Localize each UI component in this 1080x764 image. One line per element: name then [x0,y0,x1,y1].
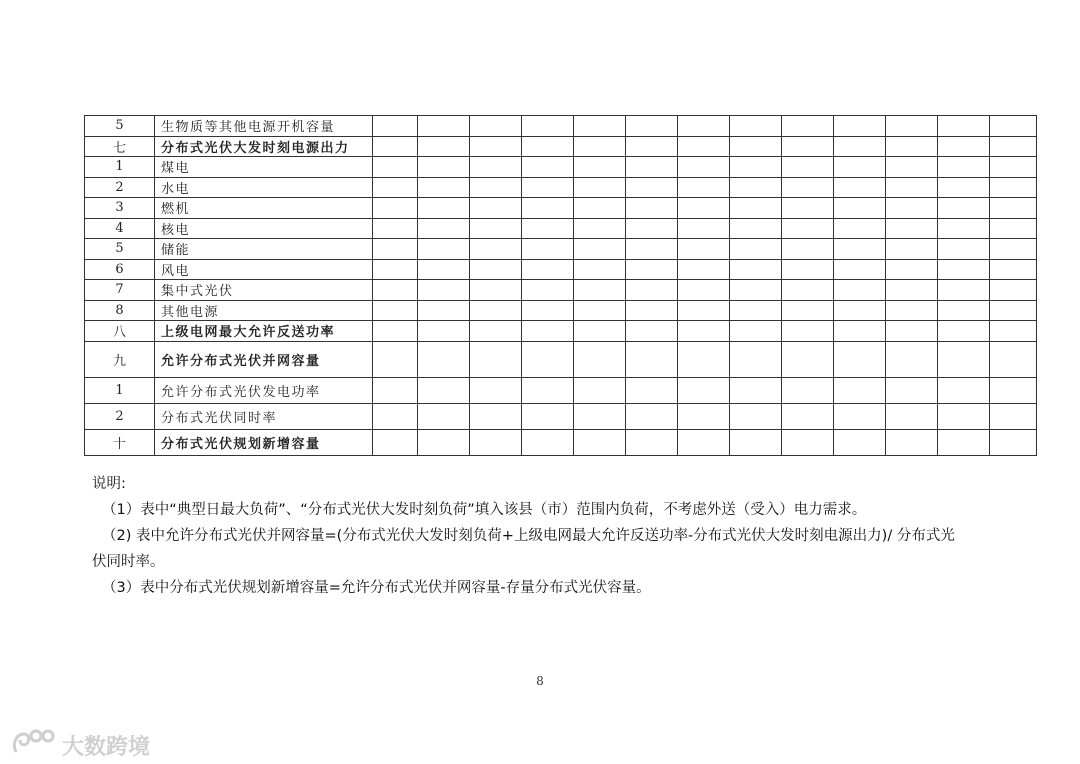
empty-cell [990,341,1037,377]
empty-cell [834,198,886,219]
empty-cell [834,259,886,280]
empty-cell [782,321,834,342]
row-number: 8 [85,300,155,321]
empty-cell [418,377,470,403]
empty-cell [574,280,626,301]
empty-cell [678,136,730,157]
empty-cell [626,321,678,342]
table-row [85,157,1037,178]
empty-cell [886,239,938,260]
empty-cell [626,341,678,377]
table-body [85,116,1037,456]
empty-cell [730,259,782,280]
empty-cell [990,377,1037,403]
empty-cell [373,116,418,137]
empty-cell [373,218,418,239]
row-number: 1 [85,157,155,178]
empty-cell [782,259,834,280]
empty-cell [886,157,938,178]
empty-cell [782,280,834,301]
empty-cell [938,300,990,321]
empty-cell [574,157,626,178]
empty-cell [834,157,886,178]
empty-cell [678,218,730,239]
empty-cell [678,429,730,455]
empty-cell [886,429,938,455]
empty-cell [626,198,678,219]
empty-cell [626,403,678,429]
table-row [85,429,1037,455]
table-row [85,300,1037,321]
empty-cell [626,259,678,280]
empty-cell [373,136,418,157]
notes-section [92,471,992,601]
empty-cell [574,218,626,239]
empty-cell [678,280,730,301]
watermark-logo-icon [10,726,56,764]
note-2-continuation: 伏同时率。 [92,554,165,570]
empty-cell [834,218,886,239]
empty-cell [938,341,990,377]
empty-cell [938,280,990,301]
empty-cell [730,116,782,137]
empty-cell [886,116,938,137]
table-row [85,280,1037,301]
empty-cell [834,377,886,403]
empty-cell [990,116,1037,137]
empty-cell [990,321,1037,342]
empty-cell [470,136,522,157]
empty-cell [938,321,990,342]
empty-cell [782,403,834,429]
empty-cell [418,198,470,219]
empty-cell [373,177,418,198]
empty-cell [782,218,834,239]
empty-cell [938,157,990,178]
empty-cell [418,157,470,178]
empty-cell [730,341,782,377]
empty-cell [678,403,730,429]
row-number: 十 [85,429,155,455]
empty-cell [418,218,470,239]
empty-cell [990,136,1037,157]
empty-cell [626,177,678,198]
empty-cell [834,300,886,321]
empty-cell [574,116,626,137]
table-row [85,218,1037,239]
empty-cell [886,177,938,198]
empty-cell [678,259,730,280]
empty-cell [730,239,782,260]
empty-cell [522,198,574,219]
empty-cell [886,259,938,280]
empty-cell [990,198,1037,219]
table-row [85,239,1037,260]
note-1: （1）表中“典型日最大负荷”、“分布式光伏大发时刻负荷”填入该县（市）范围内负荷，不考虑外送（受入）电力需求。 [102,502,867,518]
empty-cell [782,136,834,157]
empty-cell [990,239,1037,260]
empty-cell [834,429,886,455]
empty-cell [730,403,782,429]
empty-cell [626,218,678,239]
empty-cell [782,300,834,321]
empty-cell [834,341,886,377]
empty-cell [373,403,418,429]
empty-cell [522,136,574,157]
empty-cell [730,300,782,321]
empty-cell [470,116,522,137]
empty-cell [886,377,938,403]
empty-cell [373,321,418,342]
empty-cell [834,177,886,198]
row-number: 3 [85,198,155,219]
empty-cell [938,177,990,198]
page-number: 8 [536,674,544,688]
empty-cell [938,259,990,280]
watermark-text: 大数跨境 [62,734,151,760]
empty-cell [470,300,522,321]
note-3: （3）表中分布式光伏规划新增容量=允许分布式光伏并网容量-存量分布式光伏容量。 [102,580,651,596]
table-row [85,177,1037,198]
row-number: 七 [85,136,155,157]
empty-cell [626,377,678,403]
empty-cell [470,429,522,455]
row-label: 分布式光伏规划新增容量 [155,429,373,455]
empty-cell [886,300,938,321]
empty-cell [626,280,678,301]
empty-cell [522,218,574,239]
empty-cell [470,157,522,178]
empty-cell [678,341,730,377]
row-number: 5 [85,116,155,137]
empty-cell [990,218,1037,239]
data-table [84,115,1037,456]
empty-cell [730,218,782,239]
empty-cell [373,198,418,219]
empty-cell [373,259,418,280]
empty-cell [574,136,626,157]
empty-cell [522,341,574,377]
row-number: 4 [85,218,155,239]
empty-cell [938,377,990,403]
empty-cell [730,177,782,198]
empty-cell [470,259,522,280]
row-label: 燃机 [155,198,373,219]
row-number: 八 [85,321,155,342]
empty-cell [886,218,938,239]
empty-cell [938,198,990,219]
empty-cell [678,377,730,403]
empty-cell [470,377,522,403]
empty-cell [678,116,730,137]
row-label: 煤电 [155,157,373,178]
empty-cell [730,198,782,219]
empty-cell [522,321,574,342]
empty-cell [418,116,470,137]
empty-cell [522,300,574,321]
empty-cell [782,177,834,198]
empty-cell [678,239,730,260]
empty-cell [574,259,626,280]
table-row [85,321,1037,342]
empty-cell [522,177,574,198]
empty-cell [522,116,574,137]
empty-cell [678,198,730,219]
empty-cell [470,198,522,219]
empty-cell [470,280,522,301]
empty-cell [730,321,782,342]
notes-title: 说明: [92,476,126,492]
empty-cell [470,341,522,377]
row-label: 其他电源 [155,300,373,321]
empty-cell [373,429,418,455]
empty-cell [574,177,626,198]
empty-cell [626,157,678,178]
table-row [85,341,1037,377]
table-row [85,198,1037,219]
empty-cell [730,377,782,403]
empty-cell [574,300,626,321]
empty-cell [418,177,470,198]
watermark [10,726,150,764]
row-label: 储能 [155,239,373,260]
empty-cell [834,280,886,301]
row-label: 风电 [155,259,373,280]
empty-cell [470,218,522,239]
empty-cell [470,321,522,342]
empty-cell [418,429,470,455]
table-row [85,136,1037,157]
empty-cell [574,239,626,260]
empty-cell [730,429,782,455]
empty-cell [470,239,522,260]
empty-cell [626,136,678,157]
row-number: 九 [85,341,155,377]
empty-cell [373,157,418,178]
empty-cell [834,136,886,157]
empty-cell [938,136,990,157]
empty-cell [938,239,990,260]
empty-cell [373,341,418,377]
row-number: 2 [85,177,155,198]
empty-cell [470,177,522,198]
row-label: 水电 [155,177,373,198]
empty-cell [574,198,626,219]
row-label: 分布式光伏同时率 [155,403,373,429]
empty-cell [834,239,886,260]
empty-cell [938,429,990,455]
empty-cell [522,377,574,403]
empty-cell [782,341,834,377]
empty-cell [470,403,522,429]
empty-cell [373,377,418,403]
empty-cell [730,157,782,178]
empty-cell [418,259,470,280]
empty-cell [886,280,938,301]
table-row [85,403,1037,429]
empty-cell [574,403,626,429]
row-label: 允许分布式光伏发电功率 [155,377,373,403]
empty-cell [938,218,990,239]
row-label: 集中式光伏 [155,280,373,301]
empty-cell [522,429,574,455]
row-label: 核电 [155,218,373,239]
empty-cell [886,321,938,342]
empty-cell [626,239,678,260]
empty-cell [522,280,574,301]
empty-cell [418,300,470,321]
empty-cell [782,239,834,260]
empty-cell [418,136,470,157]
empty-cell [522,239,574,260]
empty-cell [418,341,470,377]
empty-cell [782,198,834,219]
empty-cell [678,157,730,178]
row-label: 允许分布式光伏并网容量 [155,341,373,377]
empty-cell [886,341,938,377]
empty-cell [782,429,834,455]
table-row [85,259,1037,280]
empty-cell [574,321,626,342]
note-2: （2) 表中允许分布式光伏并网容量=(分布式光伏大发时刻负荷+上级电网最大允许反送功率-分布式光伏大发时刻电源出力)/ 分布式光 [102,528,955,544]
empty-cell [990,403,1037,429]
empty-cell [418,321,470,342]
empty-cell [678,321,730,342]
row-label: 分布式光伏大发时刻电源出力 [155,136,373,157]
empty-cell [834,116,886,137]
empty-cell [938,403,990,429]
row-number: 1 [85,377,155,403]
empty-cell [574,341,626,377]
empty-cell [782,157,834,178]
empty-cell [373,280,418,301]
empty-cell [574,377,626,403]
empty-cell [990,157,1037,178]
empty-cell [990,429,1037,455]
empty-cell [678,177,730,198]
empty-cell [574,429,626,455]
empty-cell [886,198,938,219]
empty-cell [418,239,470,260]
empty-cell [990,177,1037,198]
empty-cell [626,116,678,137]
empty-cell [834,321,886,342]
row-number: 7 [85,280,155,301]
empty-cell [678,300,730,321]
empty-cell [782,377,834,403]
empty-cell [626,300,678,321]
table-row [85,116,1037,137]
empty-cell [418,280,470,301]
empty-cell [834,403,886,429]
empty-cell [418,403,470,429]
empty-cell [522,259,574,280]
empty-cell [886,136,938,157]
empty-cell [990,259,1037,280]
row-number: 2 [85,403,155,429]
empty-cell [373,239,418,260]
row-number: 6 [85,259,155,280]
row-label: 生物质等其他电源开机容量 [155,116,373,137]
row-label: 上级电网最大允许反送功率 [155,321,373,342]
empty-cell [522,403,574,429]
empty-cell [886,403,938,429]
empty-cell [782,116,834,137]
empty-cell [990,300,1037,321]
empty-cell [938,116,990,137]
empty-cell [373,300,418,321]
empty-cell [626,429,678,455]
row-number: 5 [85,239,155,260]
empty-cell [730,136,782,157]
table-row [85,377,1037,403]
empty-cell [522,157,574,178]
empty-cell [730,280,782,301]
empty-cell [990,280,1037,301]
